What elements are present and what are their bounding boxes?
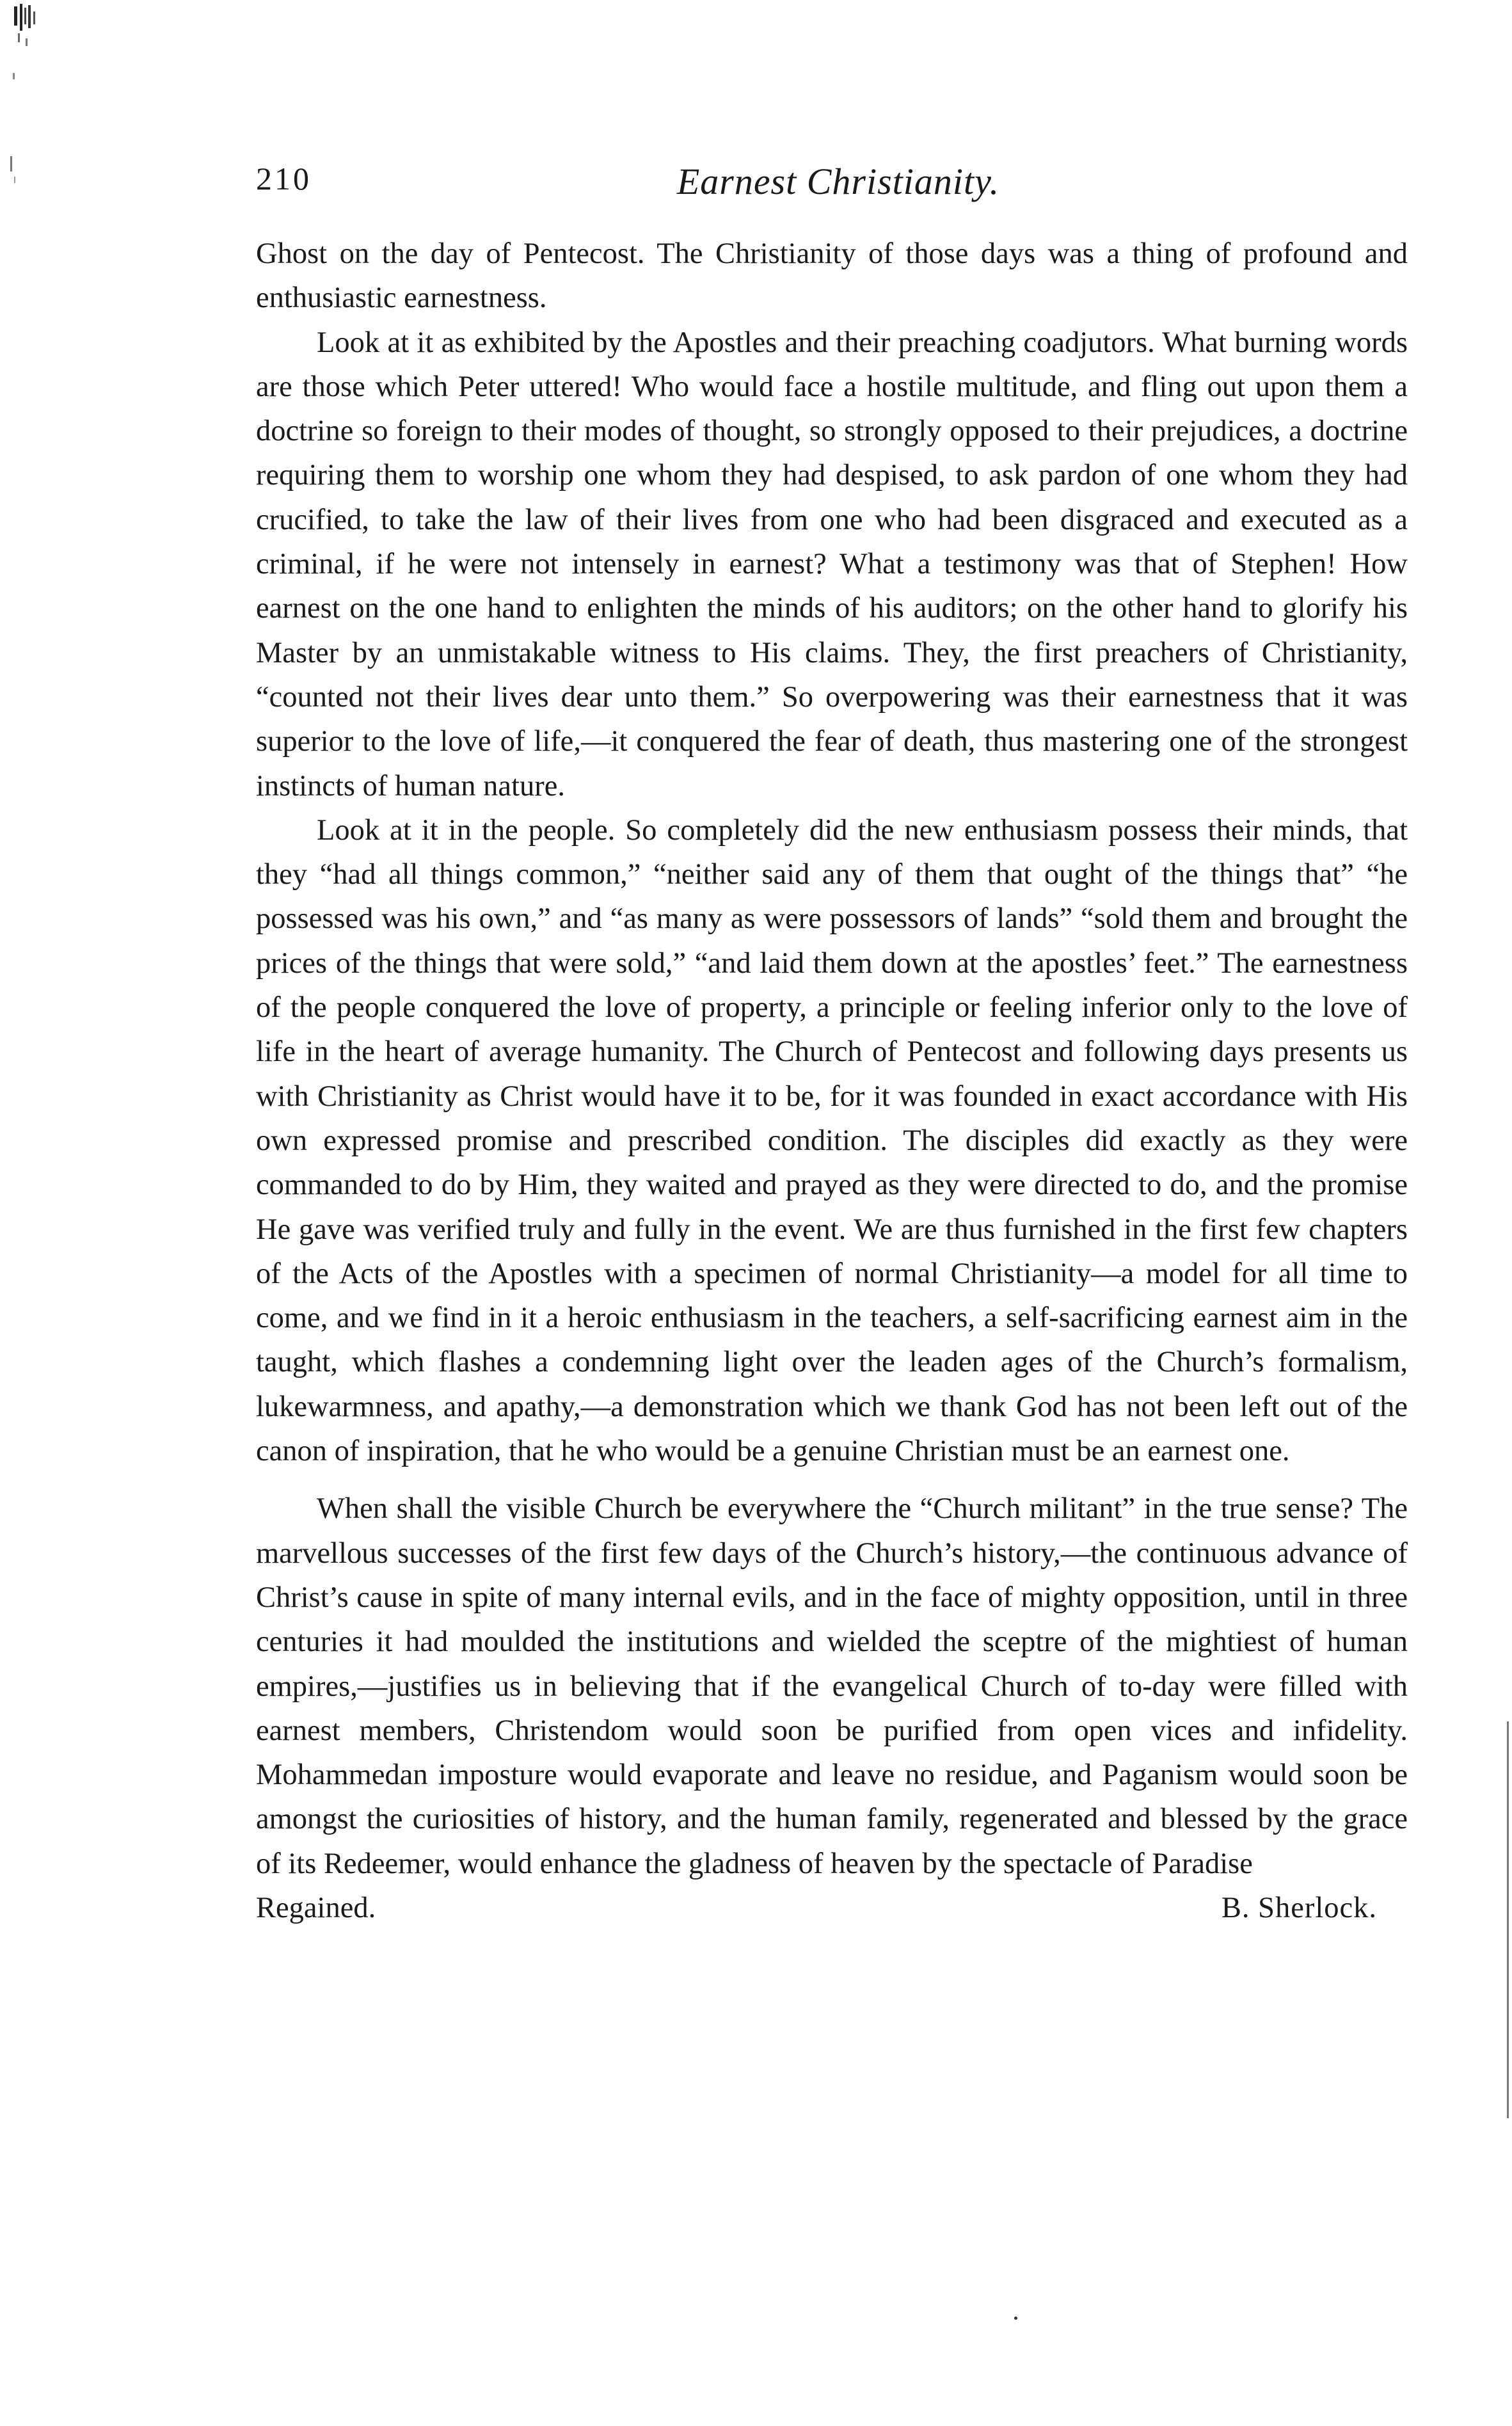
page-number: 210 [256, 161, 312, 196]
closing-word: Regained. [256, 1891, 376, 1924]
stray-dot [1014, 2317, 1017, 2320]
paragraph-3: Look at it in the people. So completely did the new enthusiasm possess their minds, that they “had all things common,” “neither said any of them that ought of the things that” “he possessed was his own,” and “as many as were possessors of lands” “sold them and brought the prices of the things that were sold,” “and laid them down at the apostles’ feet.” The earnestness of the people conquered the love of property, a principle or feeling inferior only to the love of life in the heart of average humanity. The Church of Pentecost and following days presents us with Christianity as Christ would have it to be, for it was founded in exact accordance with His own expressed promise and prescribed condition. The disciples did exactly as they were commanded to do by Him, they waited and prayed as they were directed to do, and the promise He gave was verified truly and fully in the event. We are thus furnished in the first few chapters of the Acts of the Apostles with a specimen of normal Christianity—a model for all time to come, and we find in it a heroic enthusiasm in the teachers, a self-sacrificing earnest aim in the taught, which flashes a condemning light over the leaden ages of the Church’s formalism, lukewarmness, and apathy,—a demonstration which we thank God has not been left out of the canon of inspiration, that he who would be a genuine Christian must be an earnest one. [256, 813, 1408, 1468]
binding-edge-marks [5, 3, 44, 195]
body-text [256, 232, 1408, 1930]
margin-rule [1507, 1721, 1509, 2118]
paragraph-4: When shall the visible Church be everywhere the “Church militant” in the true sense? The marvellous successes of the first few days of the Church’s history,—the continuous advance of Christ’s cause in spite of many internal evils, and in the face of mighty opposition, until in three centuries it had moulded the institutions and wielded the sceptre of the mightiest of human empires,—justifies us in believing that if the evangelical Church of to-day were filled with earnest members, Christendom would soon be purified from open vices and infidelity. Mohammedan imposture would evaporate and leave no residue, and Paganism would soon be amongst the curiosities of history, and the human family, regenerated and blessed by the grace of its Redeemer, would enhance the gladness of heaven by the spectacle of Paradise [256, 1492, 1408, 1880]
signoff-line [256, 1886, 1408, 1930]
page-header [256, 160, 1420, 211]
author-signature: B. Sherlock. [1221, 1891, 1377, 1924]
paragraph-1: Ghost on the day of Pentecost. The Christianity of those days was a thing of profound and enthusiastic earnestness. [256, 237, 1408, 315]
paragraph-2: Look at it as exhibited by the Apostles and their preaching coadjutors. What burning words are those which Peter uttered! Who would face a hostile multitude, and fling out upon them a doctrine so foreign to their modes of thought, so strongly opposed to their prejudices, a doctrine requiring them to worship one whom they had despised, to ask pardon of one whom they had crucified, to take the law of their lives from one who had been disgraced and executed as a criminal, if he were not intensely in earnest? What a testimony was that of Stephen! How earnest on the one hand to enlighten the minds of his auditors; on the other hand to glorify his Master by an unmistakable witness to His claims. They, the first preachers of Christianity, “counted not their lives dear unto them.” So overpowering was their earnestness that it was superior to the love of life,—it conquered the fear of death, thus mastering one of the strongest instincts of human nature. [256, 326, 1408, 802]
running-title: Earnest Christianity. [676, 161, 1000, 202]
